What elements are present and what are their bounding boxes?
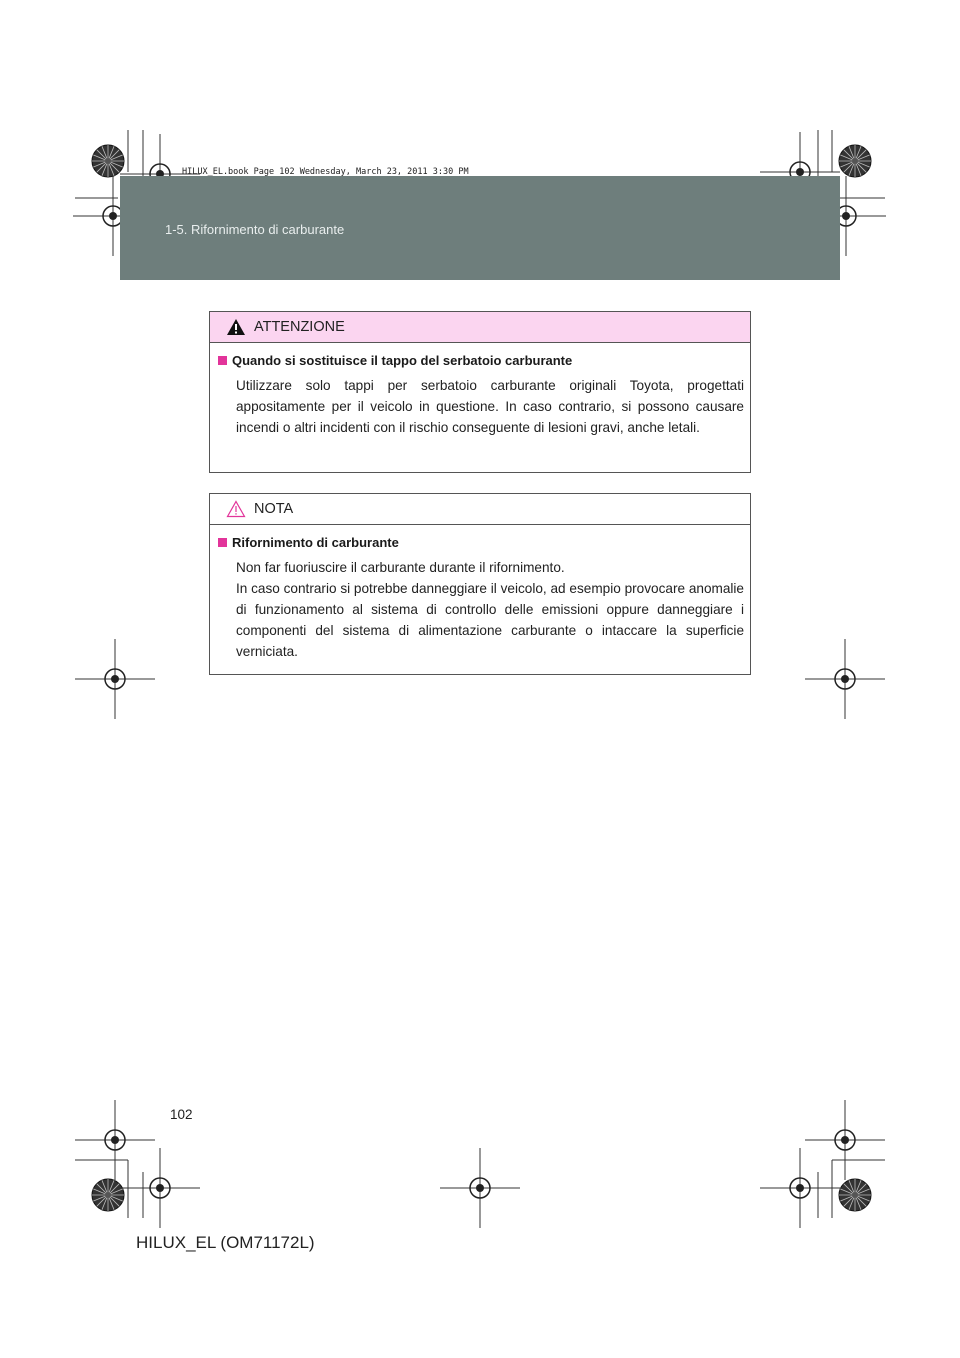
note-item-text-1: Non far fuoriuscire il carburante durante il rifornimento.: [236, 560, 565, 575]
square-bullet-icon: [218, 356, 227, 365]
warning-item-title: [218, 353, 744, 368]
note-box: [209, 493, 751, 675]
note-title: NOTA: [254, 501, 294, 517]
bottom-marks: [75, 1100, 885, 1228]
note-body: [210, 525, 750, 662]
note-item-title: [218, 535, 744, 550]
warning-box: [209, 311, 751, 473]
warning-triangle-outline-icon: [226, 500, 246, 518]
warning-title: ATTENZIONE: [254, 319, 345, 335]
page-number: 102: [170, 1107, 193, 1122]
warning-item-text: Utilizzare solo tappi per serbatoio carburante originali Toyota, progettati appositamente per il veicolo in questione. In caso contrario, si possono causare incendi o altri incidenti con il rischio conseguente di lesioni gravi, anche letali.: [236, 378, 744, 435]
warning-triangle-filled-icon: [226, 318, 246, 336]
warning-item-title-text: Quando si sostituisce il tappo del serbatoio carburante: [232, 353, 573, 368]
note-item-title-text: Rifornimento di carburante: [232, 535, 399, 550]
document-id: HILUX_EL (OM71172L): [136, 1233, 315, 1252]
section-label: 1-5. Rifornimento di carburante: [165, 222, 345, 237]
square-bullet-icon: [218, 538, 227, 547]
warning-box-header: [210, 312, 750, 343]
note-item-text-2: In caso contrario si potrebbe danneggiare il veicolo, ad esempio provocare anomalie di funzionamento al sistema di controllo delle emissioni oppure danneggiare i componenti del sistema di alimentazione carburante o intaccare la superficie verniciata.: [236, 581, 744, 659]
book-info: HILUX_EL.book Page 102 Wednesday, March 23, 2011 3:30 PM: [182, 167, 469, 177]
warning-body: [210, 343, 750, 438]
note-box-header: [210, 494, 750, 525]
